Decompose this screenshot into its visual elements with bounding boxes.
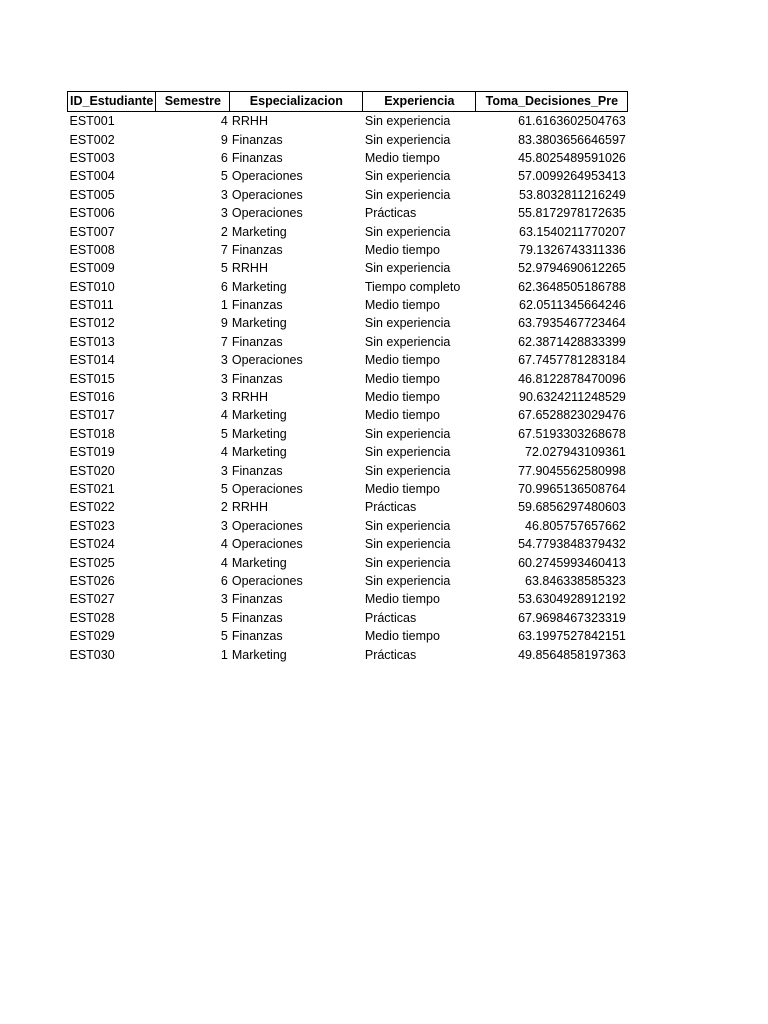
- cell-id-estudiante[interactable]: EST008: [69, 242, 115, 257]
- table-row: [68, 222, 628, 240]
- cell-experiencia[interactable]: Sin experiencia: [364, 463, 451, 478]
- cell-semestre[interactable]: 9: [220, 316, 228, 331]
- cell-id-estudiante[interactable]: EST029: [69, 629, 115, 644]
- cell-semestre[interactable]: 5: [220, 261, 228, 276]
- cell-semestre[interactable]: 5: [220, 610, 228, 625]
- cell-id-estudiante[interactable]: EST014: [69, 353, 115, 368]
- cell-toma-decisiones-pre[interactable]: 57.0099264953413: [518, 169, 626, 184]
- cell-id-estudiante[interactable]: EST003: [69, 150, 115, 165]
- cell-experiencia[interactable]: Medio tiempo: [364, 592, 440, 607]
- cell-id-estudiante[interactable]: EST016: [69, 390, 115, 405]
- header-row: [68, 92, 628, 112]
- cell-especializacion[interactable]: Marketing: [231, 647, 287, 662]
- cell-especializacion[interactable]: Finanzas: [231, 298, 283, 313]
- cell-toma-decisiones-pre[interactable]: 46.8122878470096: [518, 371, 626, 386]
- cell-experiencia[interactable]: Sin experiencia: [364, 426, 451, 441]
- cell-especializacion[interactable]: Finanzas: [231, 371, 283, 386]
- cell-toma-decisiones-pre[interactable]: 77.9045562580998: [518, 463, 626, 478]
- cell-toma-decisiones-pre[interactable]: 52.9794690612265: [518, 261, 626, 276]
- cell-especializacion[interactable]: Finanzas: [231, 463, 283, 478]
- cell-especializacion[interactable]: Marketing: [231, 426, 287, 441]
- cell-id-estudiante[interactable]: EST022: [69, 500, 115, 515]
- cell-id-estudiante[interactable]: EST028: [69, 610, 115, 625]
- cell-experiencia[interactable]: Prácticas: [364, 206, 417, 221]
- cell-especializacion[interactable]: Operaciones: [231, 518, 303, 533]
- cell-especializacion[interactable]: RRHH: [231, 261, 268, 276]
- cell-toma-decisiones-pre[interactable]: 53.8032811216249: [519, 187, 626, 202]
- cell-id-estudiante[interactable]: EST007: [69, 224, 115, 239]
- cell-experiencia[interactable]: Sin experiencia: [364, 224, 451, 239]
- cell-experiencia[interactable]: Sin experiencia: [364, 555, 451, 570]
- cell-experiencia[interactable]: Sin experiencia: [364, 573, 451, 588]
- table-row: [68, 241, 628, 259]
- data-table: [67, 91, 628, 664]
- header-toma-decisiones-pre[interactable]: Toma_Decisiones_Pre: [476, 92, 628, 112]
- cell-semestre[interactable]: 5: [220, 169, 228, 184]
- cell-especializacion[interactable]: Finanzas: [231, 150, 283, 165]
- cell-semestre[interactable]: 5: [220, 629, 228, 644]
- cell-especializacion[interactable]: Finanzas: [231, 629, 283, 644]
- table-row: [68, 186, 628, 204]
- cell-experiencia[interactable]: Sin experiencia: [364, 316, 451, 331]
- cell-id-estudiante[interactable]: EST015: [69, 371, 115, 386]
- table-row: [68, 259, 628, 277]
- cell-toma-decisiones-pre[interactable]: 63.7935467723464: [518, 316, 626, 331]
- cell-toma-decisiones-pre[interactable]: 79.1326743311336: [519, 242, 626, 257]
- cell-semestre[interactable]: 1: [220, 647, 228, 662]
- cell-id-estudiante[interactable]: EST002: [69, 132, 115, 147]
- cell-id-estudiante[interactable]: EST012: [69, 316, 115, 331]
- cell-experiencia[interactable]: Medio tiempo: [364, 353, 440, 368]
- cell-toma-decisiones-pre[interactable]: 53.6304928912192: [518, 592, 626, 607]
- table-row: [68, 590, 628, 608]
- cell-id-estudiante[interactable]: EST011: [69, 298, 114, 313]
- cell-experiencia[interactable]: Sin experiencia: [364, 445, 451, 460]
- cell-experiencia[interactable]: Medio tiempo: [364, 629, 440, 644]
- cell-toma-decisiones-pre[interactable]: 63.1997527842151: [518, 629, 626, 644]
- cell-id-estudiante[interactable]: EST013: [69, 334, 115, 349]
- table-body: [68, 112, 628, 664]
- cell-toma-decisiones-pre[interactable]: 67.6528823029476: [518, 408, 626, 423]
- cell-toma-decisiones-pre[interactable]: 59.6856297480603: [518, 500, 626, 515]
- cell-especializacion[interactable]: Finanzas: [231, 242, 283, 257]
- cell-id-estudiante[interactable]: EST027: [69, 592, 115, 607]
- cell-semestre[interactable]: 7: [220, 242, 228, 257]
- cell-toma-decisiones-pre[interactable]: 67.9698467323319: [518, 610, 626, 625]
- table-row: [68, 461, 628, 479]
- cell-especializacion[interactable]: Finanzas: [231, 610, 283, 625]
- cell-semestre[interactable]: 6: [220, 150, 228, 165]
- cell-id-estudiante[interactable]: EST019: [69, 445, 115, 460]
- cell-semestre[interactable]: 3: [220, 592, 228, 607]
- cell-id-estudiante[interactable]: EST025: [69, 555, 115, 570]
- cell-id-estudiante[interactable]: EST001: [69, 114, 115, 129]
- cell-id-estudiante[interactable]: EST023: [69, 518, 115, 533]
- cell-experiencia[interactable]: Prácticas: [364, 647, 417, 662]
- cell-experiencia[interactable]: Sin experiencia: [364, 187, 451, 202]
- table-row: [68, 572, 628, 590]
- cell-experiencia[interactable]: Sin experiencia: [364, 334, 451, 349]
- cell-especializacion[interactable]: Operaciones: [231, 573, 303, 588]
- cell-especializacion[interactable]: Operaciones: [231, 206, 303, 221]
- table-row: [68, 627, 628, 645]
- cell-experiencia[interactable]: Medio tiempo: [364, 371, 440, 386]
- cell-especializacion[interactable]: RRHH: [231, 114, 268, 129]
- table-row: [68, 130, 628, 148]
- cell-id-estudiante[interactable]: EST005: [69, 187, 115, 202]
- cell-toma-decisiones-pre[interactable]: 45.8025489591026: [518, 150, 626, 165]
- cell-especializacion[interactable]: Marketing: [231, 224, 287, 239]
- table-row: [68, 351, 628, 369]
- cell-experiencia[interactable]: Medio tiempo: [364, 408, 440, 423]
- cell-toma-decisiones-pre[interactable]: 90.6324211248529: [519, 390, 626, 405]
- cell-semestre[interactable]: 9: [220, 132, 228, 147]
- header-semestre[interactable]: Semestre: [156, 92, 230, 112]
- table-row: [68, 388, 628, 406]
- table-row: [68, 167, 628, 185]
- cell-toma-decisiones-pre[interactable]: 83.3803656646597: [518, 132, 626, 147]
- table-row: [68, 406, 628, 424]
- cell-experiencia[interactable]: Sin experiencia: [364, 518, 451, 533]
- cell-toma-decisiones-pre[interactable]: 63.1540211770207: [519, 224, 626, 239]
- cell-semestre[interactable]: 2: [220, 224, 228, 239]
- table-row: [68, 517, 628, 535]
- cell-semestre[interactable]: 4: [220, 555, 228, 570]
- header-especializacion[interactable]: Especializacion: [230, 92, 363, 112]
- cell-toma-decisiones-pre[interactable]: 70.9965136508764: [518, 482, 626, 496]
- cell-experiencia[interactable]: Sin experiencia: [364, 537, 451, 552]
- table-row: [68, 443, 628, 461]
- cell-experiencia[interactable]: Sin experiencia: [364, 261, 451, 276]
- cell-id-estudiante[interactable]: EST017: [69, 408, 115, 423]
- cell-semestre[interactable]: 6: [220, 279, 228, 294]
- cell-semestre[interactable]: 3: [220, 518, 228, 533]
- cell-especializacion[interactable]: RRHH: [231, 390, 268, 405]
- cell-especializacion[interactable]: Operaciones: [231, 187, 303, 202]
- cell-semestre[interactable]: 3: [220, 206, 228, 221]
- cell-toma-decisiones-pre[interactable]: 63.846338585323: [525, 573, 626, 588]
- cell-semestre[interactable]: 4: [220, 408, 228, 423]
- cell-especializacion[interactable]: Marketing: [231, 316, 287, 331]
- cell-toma-decisiones-pre[interactable]: 72.027943109361: [525, 445, 626, 460]
- cell-especializacion[interactable]: Finanzas: [231, 334, 283, 349]
- cell-semestre[interactable]: 5: [220, 482, 228, 496]
- cell-experiencia[interactable]: Medio tiempo: [364, 390, 440, 405]
- table-row: [68, 333, 628, 351]
- table-row: [68, 535, 628, 553]
- cell-especializacion[interactable]: Marketing: [231, 408, 287, 423]
- cell-toma-decisiones-pre[interactable]: 61.6163602504763: [518, 114, 626, 129]
- header-experiencia[interactable]: Experiencia: [363, 92, 476, 112]
- cell-id-estudiante[interactable]: EST026: [69, 573, 115, 588]
- cell-experiencia[interactable]: Sin experiencia: [364, 114, 451, 129]
- cell-semestre[interactable]: 4: [220, 537, 228, 552]
- table-row: [68, 498, 628, 516]
- cell-toma-decisiones-pre[interactable]: 62.0511345664246: [519, 298, 626, 313]
- cell-toma-decisiones-pre[interactable]: 46.805757657662: [525, 518, 626, 533]
- cell-semestre[interactable]: 3: [220, 463, 228, 478]
- cell-semestre[interactable]: 2: [220, 500, 228, 515]
- cell-semestre[interactable]: 5: [220, 426, 228, 441]
- cell-experiencia[interactable]: Medio tiempo: [364, 298, 440, 313]
- cell-id-estudiante[interactable]: EST030: [69, 647, 115, 662]
- header-id-estudiante[interactable]: ID_Estudiante: [68, 92, 156, 112]
- cell-toma-decisiones-pre[interactable]: 49.8564858197363: [518, 647, 626, 662]
- cell-experiencia[interactable]: Prácticas: [364, 500, 417, 515]
- cell-experiencia[interactable]: Tiempo completo: [364, 279, 461, 294]
- cell-especializacion[interactable]: Operaciones: [231, 353, 303, 368]
- table-row: [68, 369, 628, 387]
- cell-id-estudiante[interactable]: EST009: [69, 261, 115, 276]
- cell-experiencia[interactable]: Medio tiempo: [364, 150, 440, 165]
- table-row: [68, 149, 628, 167]
- cell-especializacion[interactable]: Operaciones: [231, 169, 303, 184]
- cell-semestre[interactable]: 3: [220, 390, 228, 405]
- cell-especializacion[interactable]: Operaciones: [231, 482, 303, 496]
- cell-especializacion[interactable]: Finanzas: [231, 592, 283, 607]
- cell-especializacion[interactable]: Finanzas: [231, 132, 283, 147]
- cell-semestre[interactable]: 3: [220, 353, 228, 368]
- cell-especializacion[interactable]: RRHH: [231, 500, 268, 515]
- cell-id-estudiante[interactable]: EST021: [69, 482, 115, 496]
- cell-semestre[interactable]: 4: [220, 445, 228, 460]
- cell-semestre[interactable]: 3: [220, 187, 228, 202]
- cell-experiencia[interactable]: Prácticas: [364, 610, 417, 625]
- table-row: [68, 314, 628, 332]
- cell-semestre[interactable]: 7: [220, 334, 228, 349]
- table-row: [68, 480, 628, 498]
- cell-toma-decisiones-pre[interactable]: 67.5193303268678: [518, 426, 626, 441]
- cell-experiencia[interactable]: Sin experiencia: [364, 132, 451, 147]
- cell-id-estudiante[interactable]: EST010: [69, 279, 115, 294]
- cell-toma-decisiones-pre[interactable]: 60.2745993460413: [518, 555, 626, 570]
- cell-experiencia[interactable]: Sin experiencia: [364, 169, 451, 184]
- table-row: [68, 112, 628, 131]
- table-row: [68, 609, 628, 627]
- table-row: [68, 553, 628, 571]
- cell-toma-decisiones-pre[interactable]: 62.3648505186788: [518, 279, 626, 294]
- cell-experiencia[interactable]: Medio tiempo: [364, 482, 440, 496]
- cell-semestre[interactable]: 1: [220, 298, 228, 313]
- cell-toma-decisiones-pre[interactable]: 54.7793848379432: [518, 537, 626, 552]
- cell-id-estudiante[interactable]: EST004: [69, 169, 115, 184]
- cell-semestre[interactable]: 6: [220, 573, 228, 588]
- cell-especializacion[interactable]: Marketing: [231, 279, 287, 294]
- table-row: [68, 204, 628, 222]
- cell-toma-decisiones-pre[interactable]: 55.8172978172635: [518, 206, 626, 221]
- cell-especializacion[interactable]: Operaciones: [231, 537, 303, 552]
- cell-experiencia[interactable]: Medio tiempo: [364, 242, 440, 257]
- table-row: [68, 296, 628, 314]
- cell-semestre[interactable]: 3: [220, 371, 228, 386]
- cell-id-estudiante[interactable]: EST020: [69, 463, 115, 478]
- cell-especializacion[interactable]: Marketing: [231, 445, 287, 460]
- cell-id-estudiante[interactable]: EST024: [69, 537, 115, 552]
- cell-id-estudiante[interactable]: EST018: [69, 426, 115, 441]
- cell-id-estudiante[interactable]: EST006: [69, 206, 115, 221]
- table-row: [68, 645, 628, 663]
- table-row: [68, 425, 628, 443]
- cell-toma-decisiones-pre[interactable]: 62.3871428833399: [518, 334, 626, 349]
- cell-especializacion[interactable]: Marketing: [231, 555, 287, 570]
- table-row: [68, 278, 628, 296]
- cell-toma-decisiones-pre[interactable]: 67.7457781283184: [518, 353, 626, 368]
- cell-semestre[interactable]: 4: [220, 114, 228, 129]
